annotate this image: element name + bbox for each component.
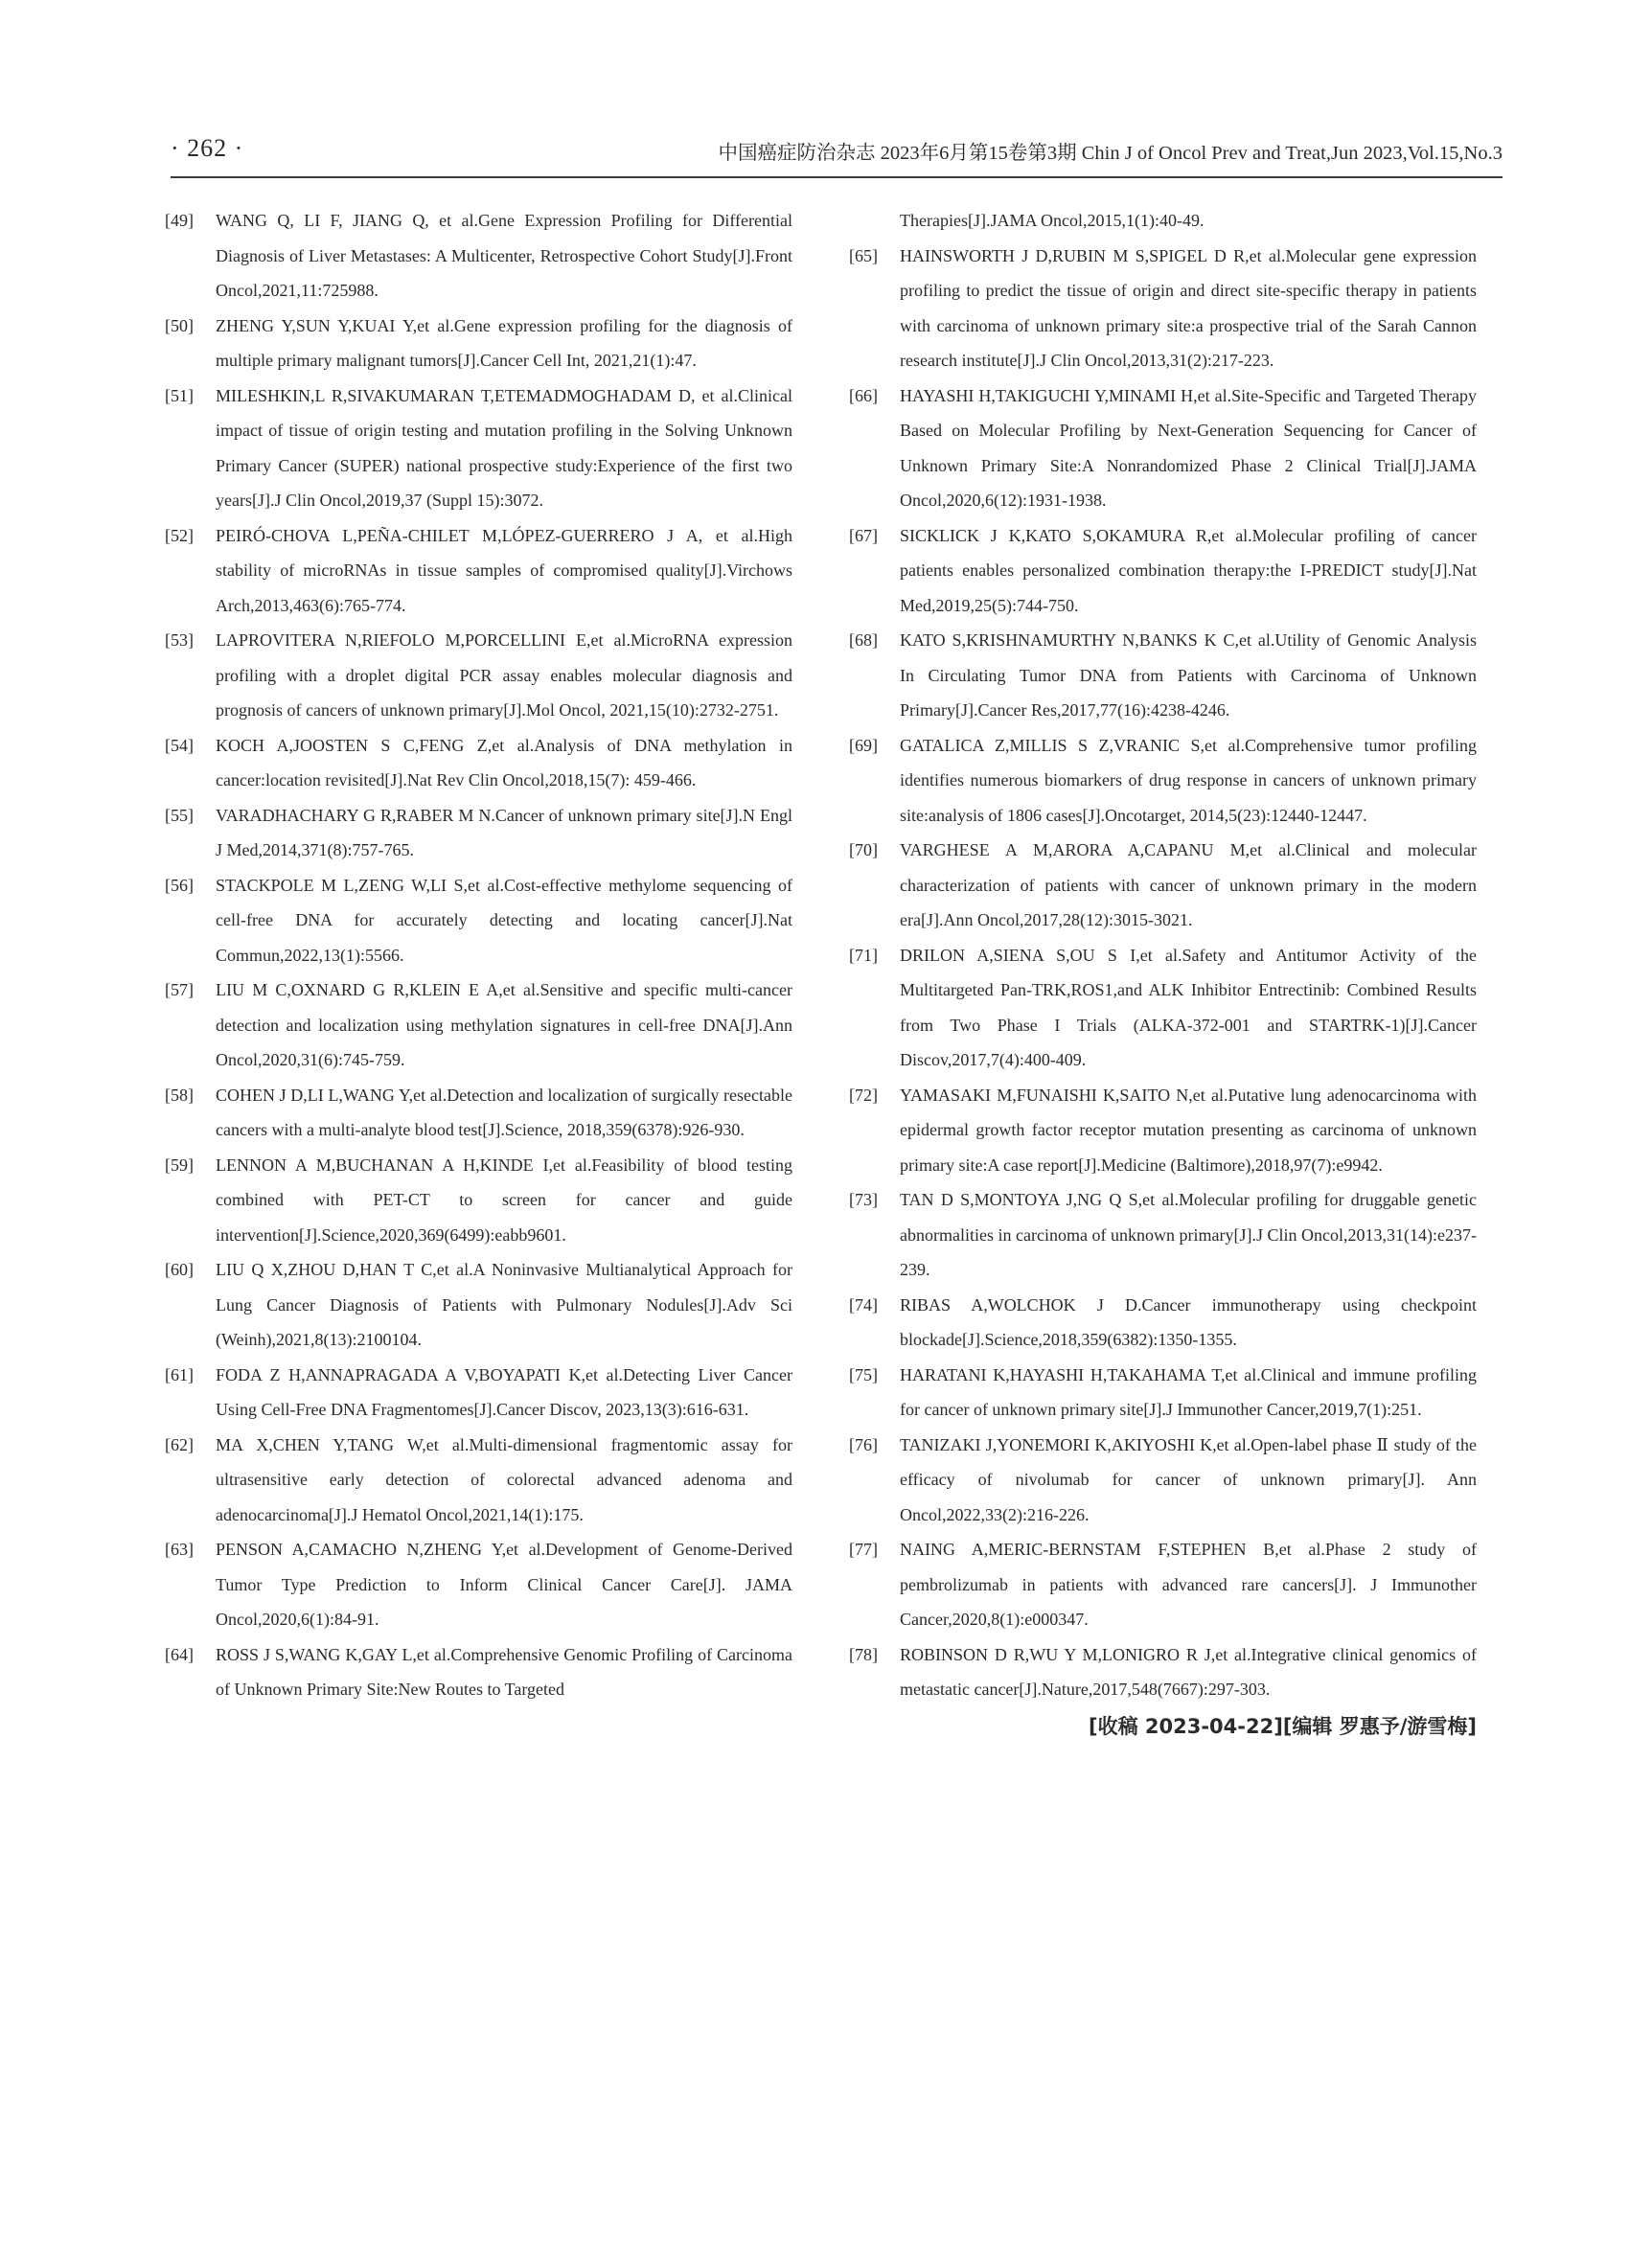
reference-number: [52]	[165, 525, 194, 545]
reference-entry	[165, 1532, 792, 1637]
reference-number: [64]	[165, 1644, 194, 1664]
reference-text: LENNON A M,BUCHANAN A H,KINDE I,et al.Feasibility of blood testing combined with PET-CT to screen for cancer and guide intervention[J].Science,2020,369(6499):eabb9601.	[216, 1155, 792, 1245]
reference-text: DRILON A,SIENA S,OU S I,et al.Safety and Antitumor Activity of the Multitargeted Pan-TRK,ROS1,and ALK Inhibitor Entrectinib: Combined Results from Two Phase I Trials (ALKA-372-001 and STARTRK-1)[J].Cancer Discov,2017,7(4):400-409.	[900, 945, 1477, 1069]
reference-entry	[849, 728, 1477, 834]
received-editor-note: [收稿 2023-04-22][编辑 罗惠予/游雪梅]	[1088, 1714, 1477, 1738]
reference-text: ROSS J S,WANG K,GAY L,et al.Comprehensive Genomic Profiling of Carcinoma of Unknown Primary Site:New Routes to Targeted	[216, 1644, 792, 1699]
reference-number: [60]	[165, 1260, 194, 1279]
reference-text: LAPROVITERA N,RIEFOLO M,PORCELLINI E,et al.MicroRNA expression profiling with a droplet digital PCR assay enables molecular diagnosis and prognosis of cancers of unknown primary[J].Mol Oncol, 2021,15(10):2732-2751.	[216, 630, 792, 720]
reference-entry	[165, 1358, 792, 1428]
reference-number: [49]	[165, 211, 194, 230]
reference-entry	[849, 833, 1477, 938]
page-number: · 262 ·	[171, 134, 244, 162]
reference-text: FODA Z H,ANNAPRAGADA A V,BOYAPATI K,et al.Detecting Liver Cancer Using Cell-Free DNA Fragmentomes[J].Cancer Discov, 2023,13(3):616-631.	[216, 1364, 792, 1419]
reference-text: NAING A,MERIC-BERNSTAM F,STEPHEN B,et al.Phase 2 study of pembrolizumab in patients with advanced rare cancers[J]. J Immunother Cancer,2020,8(1):e000347.	[900, 1540, 1477, 1629]
reference-number: [74]	[849, 1294, 878, 1315]
reference-entry	[849, 1428, 1477, 1533]
reference-entry	[165, 1148, 792, 1253]
reference-text: HAINSWORTH J D,RUBIN M S,SPIGEL D R,et al.Molecular gene expression profiling to predict the tissue of origin and direct site-specific therapy in patients with carcinoma of unknown primary site:a prospective trial of the Sarah Cannon research institute[J].J Clin Oncol,2013,31(2):217-223.	[900, 245, 1477, 370]
reference-number: [65]	[849, 245, 878, 265]
reference-number: [69]	[849, 735, 878, 755]
reference-entry	[849, 1288, 1477, 1358]
reference-text: RIBAS A,WOLCHOK J D.Cancer immunotherapy using checkpoint blockade[J].Science,2018,359(6382):1350-1355.	[900, 1294, 1477, 1349]
reference-number: [77]	[849, 1540, 878, 1559]
reference-column-right	[849, 203, 1477, 1744]
reference-text: PEIRÓ-CHOVA L,PEÑA-CHILET M,LÓPEZ-GUERRERO J A, et al.High stability of microRNAs in tissue samples of compromised quality[J].Virchows Arch,2013,463(6):765-774.	[216, 525, 792, 615]
reference-entry	[849, 623, 1477, 728]
reference-entry	[849, 1358, 1477, 1428]
reference-number: [78]	[849, 1644, 878, 1664]
reference-entry	[165, 798, 792, 868]
reference-entry	[849, 239, 1477, 378]
reference-entry	[165, 309, 792, 378]
reference-number: [58]	[165, 1085, 194, 1105]
reference-number: [63]	[165, 1540, 194, 1559]
reference-text: LIU Q X,ZHOU D,HAN T C,et al.A Noninvasive Multianalytical Approach for Lung Cancer Diagnosis of Patients with Pulmonary Nodules[J].Adv Sci (Weinh),2021,8(13):2100104.	[216, 1260, 792, 1349]
reference-entry	[165, 1078, 792, 1148]
reference-number: [72]	[849, 1085, 878, 1105]
reference-number: [61]	[165, 1364, 194, 1384]
reference-text: COHEN J D,LI L,WANG Y,et al.Detection and localization of surgically resectable cancers with a multi-analyte blood test[J].Science, 2018,359(6378):926-930.	[216, 1085, 792, 1139]
reference-entry	[849, 518, 1477, 624]
reference-entry	[849, 938, 1477, 1078]
reference-text: HAYASHI H,TAKIGUCHI Y,MINAMI H,et al.Site-Specific and Targeted Therapy Based on Molecular Profiling by Next-Generation Sequencing for Cancer of Unknown Primary Site:A Nonrandomized Phase 2 Clinical Trial[J].JAMA Oncol,2020,6(12):1931-1938.	[900, 385, 1477, 510]
reference-number: [76]	[849, 1434, 878, 1454]
reference-number: [59]	[165, 1155, 194, 1175]
reference-continuation: Therapies[J].JAMA Oncol,2015,1(1):40-49.	[900, 211, 1205, 230]
reference-number: [75]	[849, 1364, 878, 1384]
reference-entry	[165, 868, 792, 973]
reference-text: STACKPOLE M L,ZENG W,LI S,et al.Cost-effective methylome sequencing of cell-free DNA for accurately detecting and locating cancer[J].Nat Commun,2022,13(1):5566.	[216, 875, 792, 965]
reference-text: YAMASAKI M,FUNAISHI K,SAITO N,et al.Putative lung adenocarcinoma with epidermal growth factor receptor mutation presenting as carcinoma of unknown primary site:A case report[J].Medicine (Baltimore),2018,97(7):e9942.	[900, 1085, 1477, 1175]
reference-entry	[849, 1637, 1477, 1707]
reference-entry	[165, 623, 792, 728]
reference-text: ZHENG Y,SUN Y,KUAI Y,et al.Gene expression profiling for the diagnosis of multiple primary malignant tumors[J].Cancer Cell Int, 2021,21(1):47.	[216, 315, 792, 370]
reference-entry	[849, 1182, 1477, 1288]
reference-entry	[165, 1637, 792, 1707]
reference-text: TAN D S,MONTOYA J,NG Q S,et al.Molecular profiling for druggable genetic abnormalities in carcinoma of unknown primary[J].J Clin Oncol,2013,31(14):e237-239.	[900, 1190, 1477, 1279]
reference-number: [67]	[849, 525, 878, 545]
reference-list-right	[849, 239, 1477, 1707]
reference-text: KOCH A,JOOSTEN S C,FENG Z,et al.Analysis of DNA methylation in cancer:location revisited[J].Nat Rev Clin Oncol,2018,15(7): 459-466.	[216, 735, 792, 789]
reference-text: TANIZAKI J,YONEMORI K,AKIYOSHI K,et al.Open-label phase Ⅱ study of the efficacy of nivolumab for cancer of unknown primary[J]. Ann Oncol,2022,33(2):216-226.	[900, 1434, 1477, 1524]
reference-number: [66]	[849, 385, 878, 405]
reference-text: GATALICA Z,MILLIS S Z,VRANIC S,et al.Comprehensive tumor profiling identifies numerous biomarkers of drug response in cancers of unknown primary site:analysis of 1806 cases[J].Oncotarget, 2014,5(23):12440-12447.	[900, 735, 1477, 825]
reference-column-left	[165, 203, 792, 1707]
reference-text: MILESHKIN,L R,SIVAKUMARAN T,ETEMADMOGHADAM D, et al.Clinical impact of tissue of origin testing and mutation profiling in the Solving Unknown Primary Cancer (SUPER) national prospective study:Experience of the first two years[J].J Clin Oncol,2019,37 (Suppl 15):3072.	[216, 385, 792, 510]
reference-entry	[165, 728, 792, 798]
reference-number: [55]	[165, 805, 194, 825]
reference-number: [62]	[165, 1434, 194, 1454]
reference-text: PENSON A,CAMACHO N,ZHENG Y,et al.Development of Genome-Derived Tumor Type Prediction to Inform Clinical Cancer Care[J]. JAMA Oncol,2020,6(1):84-91.	[216, 1540, 792, 1629]
reference-number: [50]	[165, 315, 194, 335]
reference-entry	[849, 378, 1477, 518]
reference-number: [53]	[165, 630, 194, 650]
journal-running-title: 中国癌症防治杂志 2023年6月第15卷第3期 Chin J of Oncol Prev and Treat,Jun 2023,Vol.15,No.3	[718, 143, 1503, 164]
reference-number: [71]	[849, 945, 878, 965]
reference-text: ROBINSON D R,WU Y M,LONIGRO R J,et al.Integrative clinical genomics of metastatic cancer[J].Nature,2017,548(7667):297-303.	[900, 1644, 1477, 1699]
reference-text: WANG Q, LI F, JIANG Q, et al.Gene Expression Profiling for Differential Diagnosis of Liver Metastases: A Multicenter, Retrospective Cohort Study[J].Front Oncol,2021,11:725988.	[216, 211, 792, 300]
reference-entry	[165, 378, 792, 518]
reference-text: KATO S,KRISHNAMURTHY N,BANKS K C,et al.Utility of Genomic Analysis In Circulating Tumor DNA from Patients with Carcinoma of Unknown Primary[J].Cancer Res,2017,77(16):4238-4246.	[900, 630, 1477, 720]
reference-text: LIU M C,OXNARD G R,KLEIN E A,et al.Sensitive and specific multi-cancer detection and localization using methylation signatures in cell-free DNA[J].Ann Oncol,2020,31(6):745-759.	[216, 980, 792, 1069]
reference-number: [57]	[165, 980, 194, 999]
reference-entry	[165, 1252, 792, 1358]
reference-text: MA X,CHEN Y,TANG W,et al.Multi-dimensional fragmentomic assay for ultrasensitive early detection of colorectal advanced adenoma and adenocarcinoma[J].J Hematol Oncol,2021,14(1):175.	[216, 1434, 792, 1524]
reference-entry	[165, 203, 792, 309]
reference-text: HARATANI K,HAYASHI H,TAKAHAMA T,et al.Clinical and immune profiling for cancer of unknown primary site[J].J Immunother Cancer,2019,7(1):251.	[900, 1364, 1477, 1419]
reference-text: VARGHESE A M,ARORA A,CAPANU M,et al.Clinical and molecular characterization of patients with cancer of unknown primary in the modern era[J].Ann Oncol,2017,28(12):3015-3021.	[900, 840, 1477, 929]
reference-entry	[849, 1532, 1477, 1637]
page-header	[171, 134, 1503, 178]
reference-entry	[165, 972, 792, 1078]
reference-number: [68]	[849, 630, 878, 650]
reference-entry	[165, 1428, 792, 1533]
reference-number: [51]	[165, 385, 194, 405]
reference-number: [56]	[165, 875, 194, 895]
reference-entry	[849, 1078, 1477, 1183]
reference-text: SICKLICK J K,KATO S,OKAMURA R,et al.Molecular profiling of cancer patients enables personalized combination therapy:the I-PREDICT study[J].Nat Med,2019,25(5):744-750.	[900, 525, 1477, 615]
reference-entry	[165, 518, 792, 624]
reference-number: [73]	[849, 1190, 878, 1209]
reference-number: [70]	[849, 840, 878, 859]
reference-text: VARADHACHARY G R,RABER M N.Cancer of unknown primary site[J].N Engl J Med,2014,371(8):757-765.	[216, 805, 792, 859]
reference-number: [54]	[165, 735, 194, 755]
